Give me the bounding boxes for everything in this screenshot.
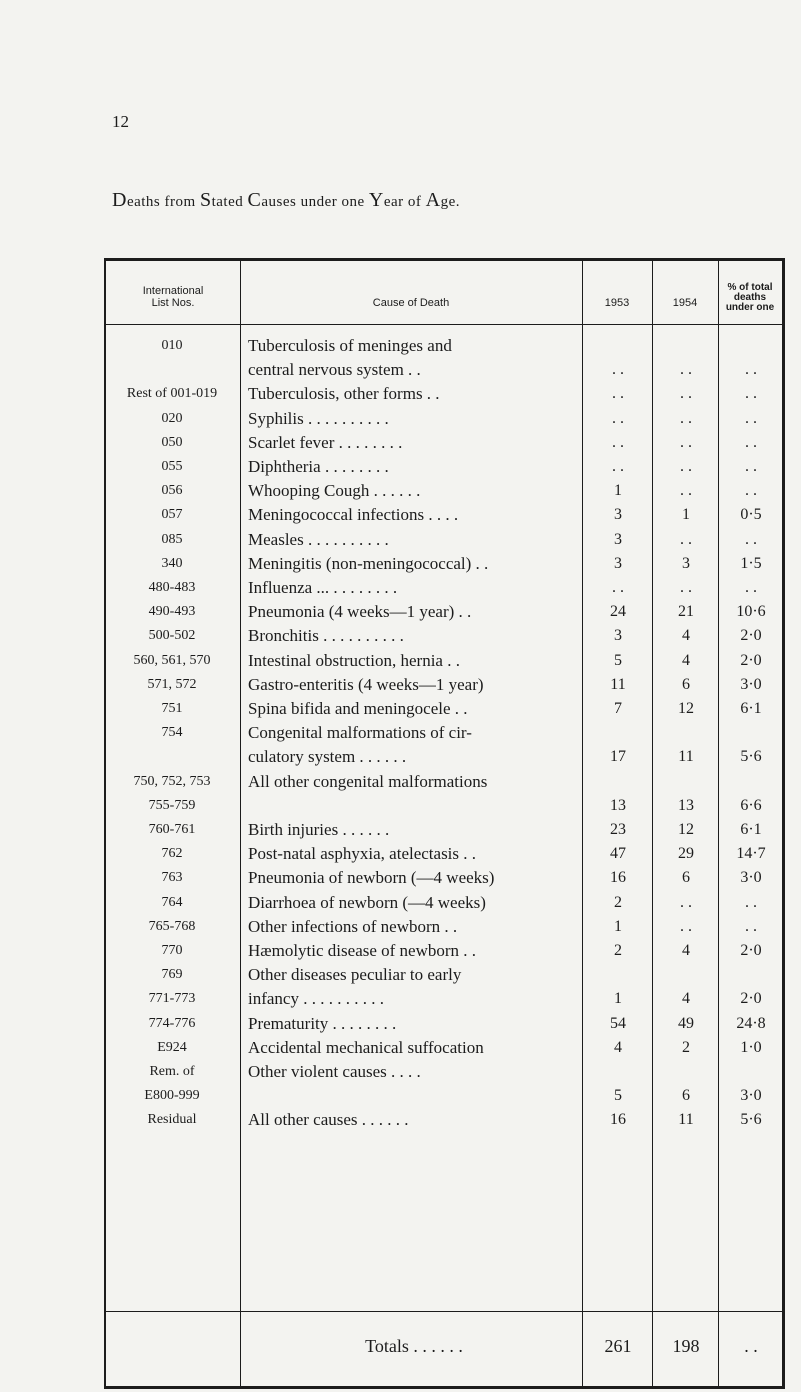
list-number: E800-999 [144, 1088, 200, 1104]
value-1954: 29 [678, 845, 694, 863]
header-cause: Cause of Death [372, 297, 450, 309]
list-number: 500-502 [148, 628, 196, 644]
value-1954: . . [680, 482, 692, 500]
cause-of-death: Whooping Cough . . . . . . [248, 481, 421, 501]
page-number: 12 [112, 112, 129, 131]
list-number: 771-773 [148, 991, 196, 1007]
value-1954: 11 [678, 748, 694, 766]
cause-of-death: culatory system . . . . . . [248, 747, 407, 767]
value-pct: . . [745, 893, 757, 911]
cause-of-death: Diarrhoea of newborn (—4 weeks) [248, 892, 486, 912]
value-1954: 13 [678, 796, 694, 814]
list-number: 340 [161, 555, 183, 571]
cause-of-death: Post-natal asphyxia, atelectasis . . [248, 844, 477, 864]
value-pct: . . [745, 385, 757, 403]
value-1953: 2 [614, 893, 622, 911]
value-1954: . . [680, 579, 692, 596]
value-pct: 2·0 [740, 942, 762, 959]
value-pct: 1·5 [740, 554, 762, 572]
value-pct: 10·6 [736, 603, 766, 621]
value-1953: . . [612, 458, 624, 475]
value-pct: . . [745, 361, 757, 379]
list-number: 774-776 [148, 1015, 196, 1031]
cause-of-death: Pneumonia of newborn (—4 weeks) [248, 868, 495, 888]
cause-of-death: Prematurity . . . . . . . . [248, 1013, 397, 1033]
value-pct: 0·5 [740, 506, 762, 524]
list-number: 754 [161, 725, 183, 741]
list-number: 760-761 [148, 822, 196, 837]
cause-of-death: Tuberculosis of meninges and [248, 336, 452, 355]
cause-of-death: Birth injuries . . . . . . [248, 820, 390, 839]
value-1954: 4 [682, 990, 690, 1008]
value-1953: 16 [610, 1111, 626, 1129]
value-pct: . . [745, 482, 757, 500]
cause-of-death: Bronchitis . . . . . . . . . . [248, 626, 404, 646]
value-1954: 12 [678, 821, 694, 838]
value-pct: 3·0 [740, 1087, 762, 1105]
totals-rule [106, 1311, 782, 1312]
value-1954: 6 [682, 869, 690, 887]
list-number: 057 [161, 507, 183, 523]
cause-of-death: central nervous system . . [248, 360, 421, 380]
list-number: 765-768 [148, 918, 196, 934]
value-pct: 2·0 [740, 627, 762, 645]
list-number: 560, 561, 570 [133, 652, 211, 668]
value-1954: 3 [682, 554, 690, 572]
value-1953: 54 [610, 1014, 626, 1032]
value-pct: 2·0 [740, 651, 762, 669]
value-1953: . . [612, 579, 624, 596]
list-number: Rem. of [149, 1064, 195, 1079]
value-1954: 4 [682, 651, 690, 669]
value-1954: . . [680, 385, 692, 403]
value-1954: . . [680, 458, 692, 475]
cause-of-death: infancy . . . . . . . . . . [248, 989, 384, 1009]
value-1953: . . [612, 433, 624, 451]
header-1953: 1953 [604, 297, 630, 309]
value-1954: . . [680, 530, 692, 548]
column-divider [652, 261, 653, 1386]
value-pct: . . [745, 579, 757, 596]
value-1953: 23 [610, 821, 626, 838]
cause-of-death: Tuberculosis, other forms . . [248, 384, 440, 404]
list-number: 755-759 [148, 797, 196, 813]
value-1954: . . [680, 361, 692, 379]
value-1954: 21 [678, 603, 694, 621]
deaths-table [104, 258, 785, 1389]
list-number: 763 [161, 870, 183, 886]
cause-of-death: Intestinal obstruction, hernia . . [248, 650, 460, 670]
list-number: 480-483 [148, 580, 196, 595]
list-number: 769 [161, 967, 183, 983]
value-pct: . . [745, 530, 757, 548]
value-1953: 17 [610, 748, 626, 766]
value-1954: 6 [682, 1087, 690, 1105]
list-number: 750, 752, 753 [133, 773, 211, 789]
list-number: 085 [161, 531, 183, 547]
cause-of-death: Meningococcal infections . . . . [248, 505, 459, 525]
totals-1953: 261 [604, 1336, 632, 1356]
list-number: 762 [161, 846, 183, 862]
header-pct: % of total deaths under one [725, 282, 775, 313]
value-1953: 1 [614, 990, 622, 1008]
value-1953: 16 [610, 869, 626, 887]
header-list-nos: International List Nos. [142, 285, 204, 309]
value-pct: 1·0 [740, 1038, 762, 1056]
value-1953: 3 [614, 627, 622, 645]
value-1954: 6 [682, 675, 690, 693]
list-number: E924 [157, 1039, 187, 1055]
list-number: 020 [161, 410, 183, 426]
value-pct: 3·0 [740, 675, 762, 693]
value-1953: . . [612, 385, 624, 403]
value-pct: 3·0 [740, 869, 762, 887]
cause-of-death: Congenital malformations of cir- [248, 723, 472, 743]
cause-of-death: Other diseases peculiar to early [248, 965, 462, 985]
value-1954: 12 [678, 700, 694, 717]
cause-of-death: Gastro-enteritis (4 weeks—1 year) [248, 674, 484, 694]
list-number: 571, 572 [147, 676, 197, 692]
list-number: 770 [161, 943, 183, 958]
cause-of-death: Spina bifida and meningocele . . [248, 699, 468, 718]
list-number: 050 [161, 434, 183, 450]
value-1953: 47 [610, 845, 626, 863]
value-1953: 13 [610, 796, 626, 814]
value-1954: 11 [678, 1111, 694, 1129]
value-pct: . . [745, 458, 757, 475]
value-1954: 49 [678, 1014, 694, 1032]
value-1953: 3 [614, 530, 622, 548]
value-1953: 5 [614, 1087, 622, 1105]
cause-of-death: Influenza ... . . . . . . . . [248, 578, 398, 597]
value-1953: 24 [610, 603, 626, 621]
value-1953: 3 [614, 506, 622, 524]
cause-of-death: Accidental mechanical suffocation [248, 1037, 484, 1057]
column-divider [582, 261, 583, 1386]
value-1954: 4 [682, 942, 690, 959]
value-pct: 24·8 [736, 1014, 766, 1032]
value-1953: 7 [614, 700, 622, 717]
value-1953: 4 [614, 1038, 622, 1056]
list-number: 751 [161, 701, 183, 716]
totals-1954: 198 [672, 1336, 700, 1356]
value-pct: 6·1 [740, 821, 762, 838]
value-1954: 4 [682, 627, 690, 645]
value-pct: 5·6 [740, 1111, 762, 1129]
list-number: Rest of 001-019 [126, 386, 218, 402]
list-number: 056 [161, 483, 183, 499]
totals-pct: . . [744, 1336, 758, 1356]
value-1953: 1 [614, 482, 622, 500]
column-divider [240, 261, 241, 1386]
cause-of-death: Hæmolytic disease of newborn . . [248, 941, 477, 960]
cause-of-death: All other congenital malformations [248, 771, 488, 791]
value-1954: . . [680, 893, 692, 911]
value-pct: . . [745, 433, 757, 451]
value-1954: . . [680, 433, 692, 451]
cause-of-death: Syphilis . . . . . . . . . . [248, 408, 389, 428]
page-title: Deaths from Stated Causes under one Year of Age. [112, 189, 461, 211]
value-1953: 5 [614, 651, 622, 669]
value-1953: 1 [614, 917, 622, 935]
value-pct: 2·0 [740, 990, 762, 1008]
list-number: Residual [147, 1112, 197, 1128]
value-1953: 3 [614, 554, 622, 572]
cause-of-death: Measles . . . . . . . . . . [248, 529, 389, 549]
list-number: 490-493 [148, 604, 196, 620]
list-number: 010 [161, 338, 183, 353]
value-pct: 5·6 [740, 748, 762, 766]
value-1954: . . [680, 917, 692, 935]
value-1953: 11 [610, 675, 626, 693]
cause-of-death: Meningitis (non-meningococcal) . . [248, 553, 489, 573]
cause-of-death: Other violent causes . . . . [248, 1062, 421, 1081]
value-1953: . . [612, 361, 624, 379]
value-1953: . . [612, 409, 624, 427]
list-number: 055 [161, 459, 183, 474]
cause-of-death: Pneumonia (4 weeks—1 year) . . [248, 602, 472, 622]
column-divider [718, 261, 719, 1386]
value-pct: . . [745, 917, 757, 935]
value-pct: 14·7 [736, 845, 766, 863]
value-1954: 1 [682, 506, 690, 524]
value-pct: 6·1 [740, 700, 762, 717]
cause-of-death: Scarlet fever . . . . . . . . [248, 432, 403, 452]
value-1953: 2 [614, 942, 622, 959]
value-1954: . . [680, 409, 692, 427]
cause-of-death: Other infections of newborn . . [248, 916, 458, 936]
value-pct: . . [745, 409, 757, 427]
header-rule [106, 324, 782, 325]
cause-of-death: All other causes . . . . . . [248, 1110, 409, 1130]
header-1954: 1954 [672, 297, 698, 309]
list-number: 764 [161, 894, 183, 910]
totals-label: Totals . . . . . . [365, 1336, 463, 1356]
cause-of-death: Diphtheria . . . . . . . . [248, 457, 389, 476]
value-pct: 6·6 [740, 796, 762, 814]
value-1954: 2 [682, 1038, 690, 1056]
